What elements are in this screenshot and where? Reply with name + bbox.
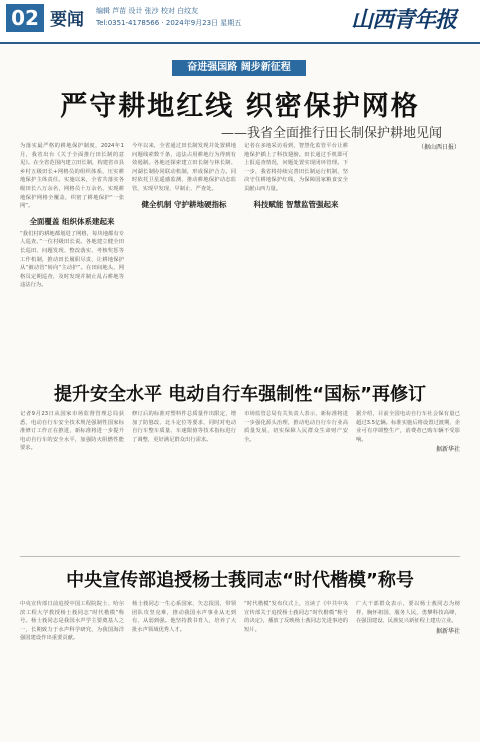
article1-body bbox=[20, 142, 460, 372]
article1-col1-text: 为落实最严格的耕地保护制度，2024年1月，我省出台《关于全面推行田长制的意见》。在全省范围内建立田长制，构建省市县乡村五级田长+网格员的组织体系，压实耕地保护主体责任。实施以来，全省共落实各级田长八万余名，网格员十万余名，实现耕地保护网格全覆盖，织密了耕地保护“一张网”。 bbox=[20, 143, 124, 210]
article2-column bbox=[20, 410, 124, 540]
masthead bbox=[0, 0, 480, 44]
section-divider bbox=[20, 556, 460, 557]
article1-column bbox=[244, 142, 348, 372]
article2-col3-text: 市场监管总局有关负责人表示，新标准将进一步强化源头治理，推动电动自行车行业高质量发展，切实保障人民群众生命财产安全。 bbox=[244, 411, 348, 443]
editor-credits: 编辑 芦苗 设计 张沙 校对 白纹友 bbox=[96, 7, 199, 15]
article1-col4-text: 记者在多地采访看到，智慧化监管平台让耕地保护插上了科技翅膀。田长通过手机即可上报巡查情况，问题处置实现闭环管理。下一步，我省将持续完善田长制运行机制，坚决守住耕地保护红线，为保障国家粮食安全贡献山西力量。 bbox=[244, 143, 348, 192]
article1-col2-text: “我们村的耕地都划进了网格，每块地都有专人巡查。”一位村级田长说。各地建立健全田长巡田、问题发现、整改落实、考核奖惩等工作机制，推动田长履职尽责，让耕地保护从“被动管”转向“主动护”。在田间地头，网格员定期巡查，及时发现并制止乱占耕地等违法行为。 bbox=[20, 230, 124, 289]
article3-col4-text: 广大干部群众表示，要以杨士莪同志为榜样，胸怀祖国、服务人民，勇攀科技高峰，在强国建设、民族复兴新征程上建功立业。 bbox=[356, 601, 460, 625]
article2-headline: 提升安全水平 电动自行车强制性“国标”再修订 bbox=[54, 384, 426, 405]
phone-and-date: Tel:0351-4178566 · 2024年9月23日 星期五 bbox=[96, 19, 242, 27]
article3-column bbox=[356, 600, 460, 738]
article3-column bbox=[20, 600, 124, 738]
article1-column bbox=[132, 142, 236, 372]
article2-column bbox=[132, 410, 236, 540]
section-name: 要闻 bbox=[50, 10, 84, 30]
article3-column bbox=[244, 600, 348, 738]
article3-col1-text: 中央宣传部日前追授中国工程院院士、哈尔滨工程大学教授杨士莪同志“时代楷模”称号。杨士莪同志是我国水声学主要奠基人之一，长期致力于水声科学研究，为我国海洋强国建设作出重要贡献。 bbox=[20, 601, 124, 642]
article2-col1-text: 记者9月23日从国家市场监督管理总局获悉，电动自行车安全技术规范强制性国家标准修订工作正在推进，新标准将进一步提升电动自行车的安全水平，加强防火阻燃性能要求。 bbox=[20, 411, 124, 452]
article3-body bbox=[20, 600, 460, 738]
article2-col2-text: 修订后的标准对塑料件总质量作出限定，增加了防篡改、北斗定位等要求，同时对电动自行车整车质量、车速限值等技术指标进行了调整，更好满足群众出行需求。 bbox=[132, 411, 236, 443]
article1-col3-text: 今年以来，全省通过田长制发现并处置耕地问题线索数千条，违法占用耕地行为得到有效遏制。各地还探索建立田长制与林长制、河湖长制协同联动机制，形成保护合力。同时依托卫星遥感监测，推动耕地保护动态监管，实现早发现、早制止、严查处。 bbox=[132, 143, 236, 192]
article3-col2-text: 杨士莪同志一生心系国家、矢志报国，带领团队攻坚克难，推动我国水声事业从无到有、从弱到强。他坚持教书育人，培养了大批水声领域优秀人才。 bbox=[132, 601, 236, 633]
article3-byline: 据新华社 bbox=[435, 627, 460, 635]
article2-column bbox=[356, 410, 460, 540]
newspaper-logo: 山西青年报 bbox=[350, 7, 456, 33]
article2-col4-text: 据介绍，目前全国电动自行车社会保有量已超过3.5亿辆。标准实施后将设置过渡期，企业可有序调整生产，消费者已购车辆不受影响。 bbox=[356, 411, 460, 443]
article2-byline: 据新华社 bbox=[435, 446, 460, 454]
article1-headline: 严守耕地红线 织密保护网格 bbox=[60, 91, 420, 122]
article1-kicker: 奋进强国路 阔步新征程 bbox=[172, 60, 306, 76]
article3-col3-text: “时代楷模”发布仪式上，宣读了《中共中央宣传部关于追授杨士莪同志“时代楷模”称号的决定》，播放了反映杨士莪同志先进事迹的短片。 bbox=[244, 601, 348, 633]
page-number: 02 bbox=[6, 4, 44, 32]
article1-subhead: ——我省全面推行田长制保护耕地见闻 bbox=[220, 126, 442, 141]
article2-column bbox=[244, 410, 348, 540]
article1-subheading-3: 科技赋能 智慧监管强起来 bbox=[253, 199, 339, 209]
article2-body bbox=[20, 410, 460, 540]
article1-subheading-1: 全面覆盖 组织体系建起来 bbox=[29, 216, 115, 226]
article1-subheading-2: 健全机制 守护耕地硬指标 bbox=[141, 199, 227, 209]
article1-column bbox=[356, 142, 460, 372]
article3-column bbox=[132, 600, 236, 738]
article1-byline: （据山西日报） bbox=[417, 144, 460, 151]
article3-headline: 中央宣传部追授杨士莪同志“时代楷模”称号 bbox=[66, 570, 414, 591]
article1-column bbox=[20, 142, 124, 372]
